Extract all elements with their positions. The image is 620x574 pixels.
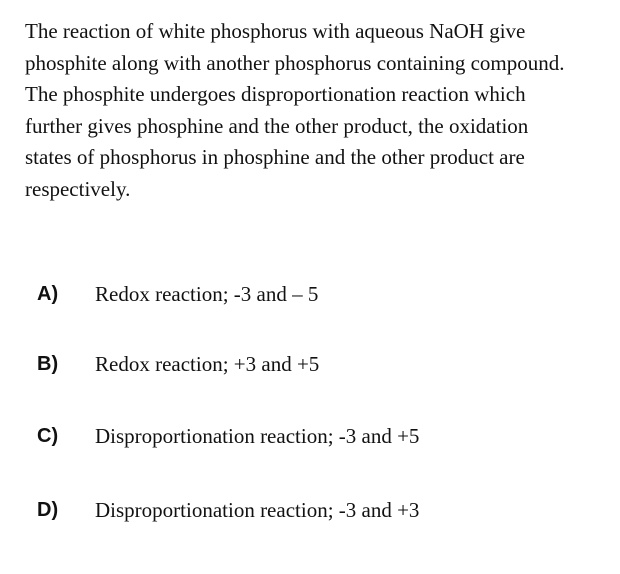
option-d-text: Disproportionation reaction; -3 and +3 <box>95 497 420 522</box>
option-d-letter: D) <box>37 498 59 521</box>
option-c-letter: C) <box>37 424 59 447</box>
question-line: phosphite along with another phosphorus containing compound. <box>25 50 565 75</box>
option-c[interactable] <box>37 421 419 451</box>
question-line: states of phosphorus in phosphine and the other product are <box>25 145 525 169</box>
question-text <box>25 16 610 205</box>
question-line: further gives phosphine and the other product, the oxidation <box>25 113 529 138</box>
question-line: respectively. <box>25 176 131 201</box>
question-line: The reaction of white phosphorus with aqueous NaOH give <box>25 19 526 43</box>
option-b[interactable] <box>37 349 319 379</box>
option-b-letter: B) <box>37 352 59 375</box>
option-b-text: Redox reaction; +3 and +5 <box>95 351 320 376</box>
question-line: The phosphite undergoes disproportionation reaction which <box>25 82 526 106</box>
option-a[interactable] <box>37 279 318 309</box>
option-a-letter: A) <box>37 282 59 305</box>
option-d[interactable] <box>37 495 419 525</box>
option-c-text: Disproportionation reaction; -3 and +5 <box>95 423 420 448</box>
option-a-text: Redox reaction; -3 and – 5 <box>95 281 319 306</box>
